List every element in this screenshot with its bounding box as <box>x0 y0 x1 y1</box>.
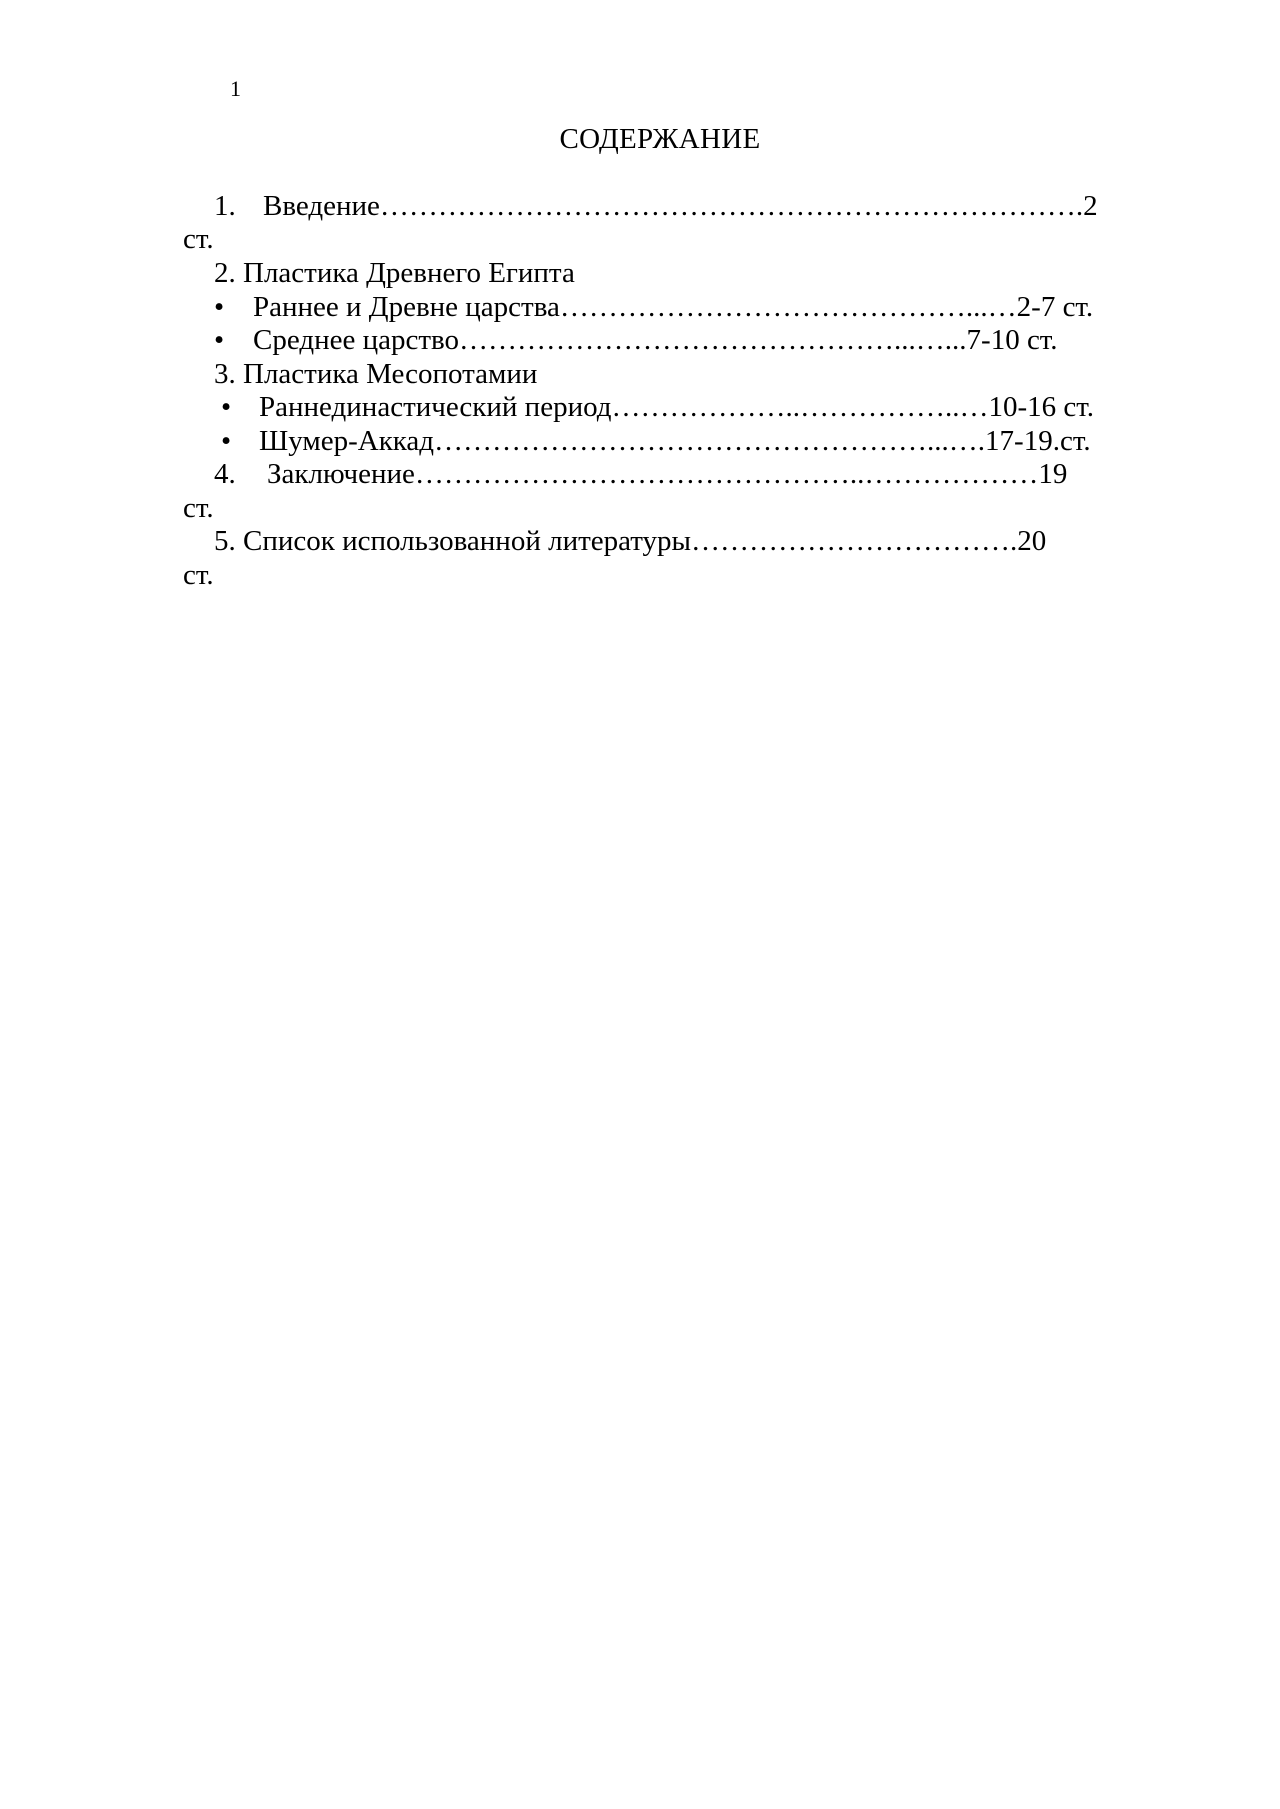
toc-item-3a-text: Раннединастический период………………..……………..…10-16 ст. <box>259 391 1095 423</box>
toc-item-4-text: Заключение………………………………………..………………19 <box>267 458 1068 490</box>
toc-item-3b-text: Шумер-Аккад……………………………………………...….17-19.ст. <box>259 425 1091 457</box>
toc-item-1-cont: ст. <box>183 223 214 255</box>
toc-item-1-number: 1. <box>214 190 236 222</box>
toc-item-3: 3. Пластика Месопотамии <box>214 358 538 390</box>
toc-item-2b-text: Среднее царство………………………………………...…...7-10 ст. <box>253 324 1058 356</box>
toc-item-3a-bullet: • <box>221 391 232 423</box>
toc-item-2a-bullet: • <box>214 291 225 323</box>
toc-item-5: 5. Список использованной литературы…………………………….20 <box>214 525 1047 557</box>
page-number: 1 <box>230 76 241 101</box>
toc-item-4-number: 4. <box>214 458 236 490</box>
toc-item-2a-text: Раннее и Древне царства……………………………………...…2-7 ст. <box>253 291 1094 323</box>
toc-item-2: 2. Пластика Древнего Египта <box>214 257 575 289</box>
toc-item-4-cont: ст. <box>183 492 214 524</box>
toc-item-1-text: Введение……………………………………………………………….2 <box>263 190 1098 222</box>
toc-item-5-cont: ст. <box>183 559 214 591</box>
toc-item-2b-bullet: • <box>214 324 225 356</box>
toc-title: СОДЕРЖАНИЕ <box>559 123 761 155</box>
toc-item-3b-bullet: • <box>221 425 232 457</box>
